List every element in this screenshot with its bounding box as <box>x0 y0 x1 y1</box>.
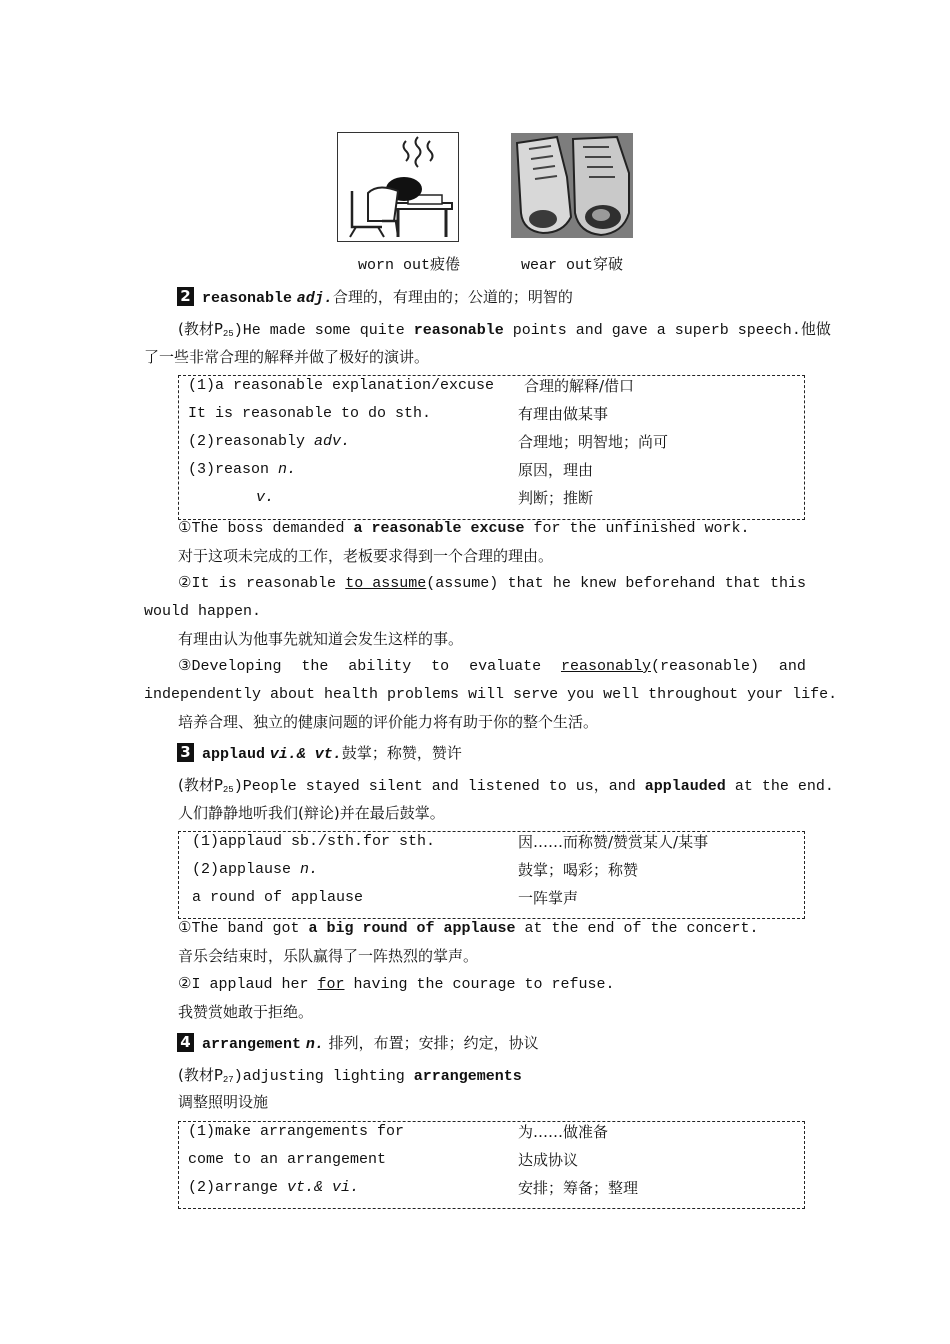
example-sentence: ①The boss demanded a reasonable excuse for the unfinished work. <box>178 520 750 537</box>
headword: applaud <box>202 746 266 763</box>
example-sentence: ②I applaud her for having the courage to refuse. <box>178 976 615 993</box>
usage-left: v. <box>256 489 275 506</box>
wear-out-photo <box>511 133 633 238</box>
example-sentence-continued: would happen. <box>144 603 262 620</box>
entry-heading <box>202 743 462 765</box>
source-translation: 了一些非常合理的解释并做了极好的演讲。 <box>144 348 430 366</box>
usage-left: (2)arrange vt.& vi. <box>188 1179 360 1196</box>
part-of-speech: adj. <box>296 290 333 307</box>
headword: reasonable <box>202 290 293 307</box>
part-of-speech: n. <box>305 1036 324 1053</box>
entry-heading <box>202 287 573 309</box>
example-sentence: ③Developing the ability to evaluate reasonably(reasonable) and <box>178 658 806 675</box>
usage-left: (2)reasonably adv. <box>188 433 351 450</box>
usage-left: come to an arrangement <box>188 1151 387 1168</box>
usage-left: (2)applause n. <box>192 861 319 878</box>
example-translation: 音乐会结束时，乐队赢得了一阵热烈的掌声。 <box>178 947 479 965</box>
usage-right: 鼓掌；喝彩；称赞 <box>518 861 639 879</box>
entry-number: 2 <box>177 287 194 306</box>
usage-right: 一阵掌声 <box>518 889 579 907</box>
source-translation: 人们静静地听我们(辩论)并在最后鼓掌。 <box>178 804 445 822</box>
left-caption: worn out疲倦 <box>358 257 461 274</box>
usage-right: 判断；推断 <box>518 489 594 507</box>
source-sentence: (教材$P_{27})adjusting$ lighting arrangements <box>178 1066 522 1085</box>
usage-left: (3)reason n. <box>188 461 297 478</box>
source-translation: 调整照明设施 <box>178 1093 269 1111</box>
right-caption: wear out穿破 <box>521 257 624 274</box>
source-sentence: (教材$P_{25})He$ made some quite reasonable points and gave a superb speech.他做 <box>178 320 831 339</box>
usage-left: (1)a reasonable explanation/excuse <box>188 377 495 394</box>
example-translation: 有理由认为他事先就知道会发生这样的事。 <box>178 630 464 648</box>
worn-out-illustration <box>337 132 459 242</box>
usage-right: 合理的解释/借口 <box>524 377 635 395</box>
answer-blank: to assume <box>345 575 427 592</box>
usage-right: 安排；筹备；整理 <box>518 1179 639 1197</box>
usage-left: It is reasonable to do sth. <box>188 405 432 422</box>
answer-blank: for <box>317 976 345 993</box>
example-translation: 我赞赏她敢于拒绝。 <box>178 1003 314 1021</box>
usage-left: a round of applause <box>192 889 364 906</box>
example-sentence: ②It is reasonable to assume(assume) that he knew beforehand that this <box>178 575 806 592</box>
answer-blank: reasonably <box>560 658 651 675</box>
entry-heading <box>202 1033 539 1055</box>
usage-right: 因……而称赞/赞赏某人/某事 <box>518 833 709 851</box>
usage-left: (1)make arrangements for <box>188 1123 405 1140</box>
usage-right: 原因，理由 <box>518 461 594 479</box>
usage-left: (1)applaud sb./sth.for sth. <box>192 833 436 850</box>
usage-right: 为……做准备 <box>518 1123 609 1141</box>
part-of-speech: vi.& vt. <box>269 746 342 763</box>
usage-right: 合理地；明智地；尚可 <box>518 433 669 451</box>
source-sentence: (教材$P_{25})People$ stayed silent and listened to us，and applauded at the end. <box>178 776 834 795</box>
headword: arrangement <box>202 1036 302 1053</box>
meaning: 排列，布置；安排；约定，协议 <box>328 1034 539 1052</box>
entry-number: 3 <box>177 743 194 762</box>
meaning: 鼓掌；称赞，赞许 <box>341 744 462 762</box>
usage-right: 达成协议 <box>518 1151 579 1169</box>
meaning: 合理的，有理由的；公道的；明智的 <box>332 288 573 306</box>
example-sentence-continued: independently about health problems will serve you well throughout your life. <box>144 686 838 703</box>
example-translation: 对于这项未完成的工作，老板要求得到一个合理的理由。 <box>178 547 554 565</box>
example-translation: 培养合理、独立的健康问题的评价能力将有助于你的整个生活。 <box>178 713 599 731</box>
usage-right: 有理由做某事 <box>518 405 609 423</box>
entry-number: 4 <box>177 1033 194 1052</box>
example-sentence: ①The band got a big round of applause at the end of the concert. <box>178 920 759 937</box>
